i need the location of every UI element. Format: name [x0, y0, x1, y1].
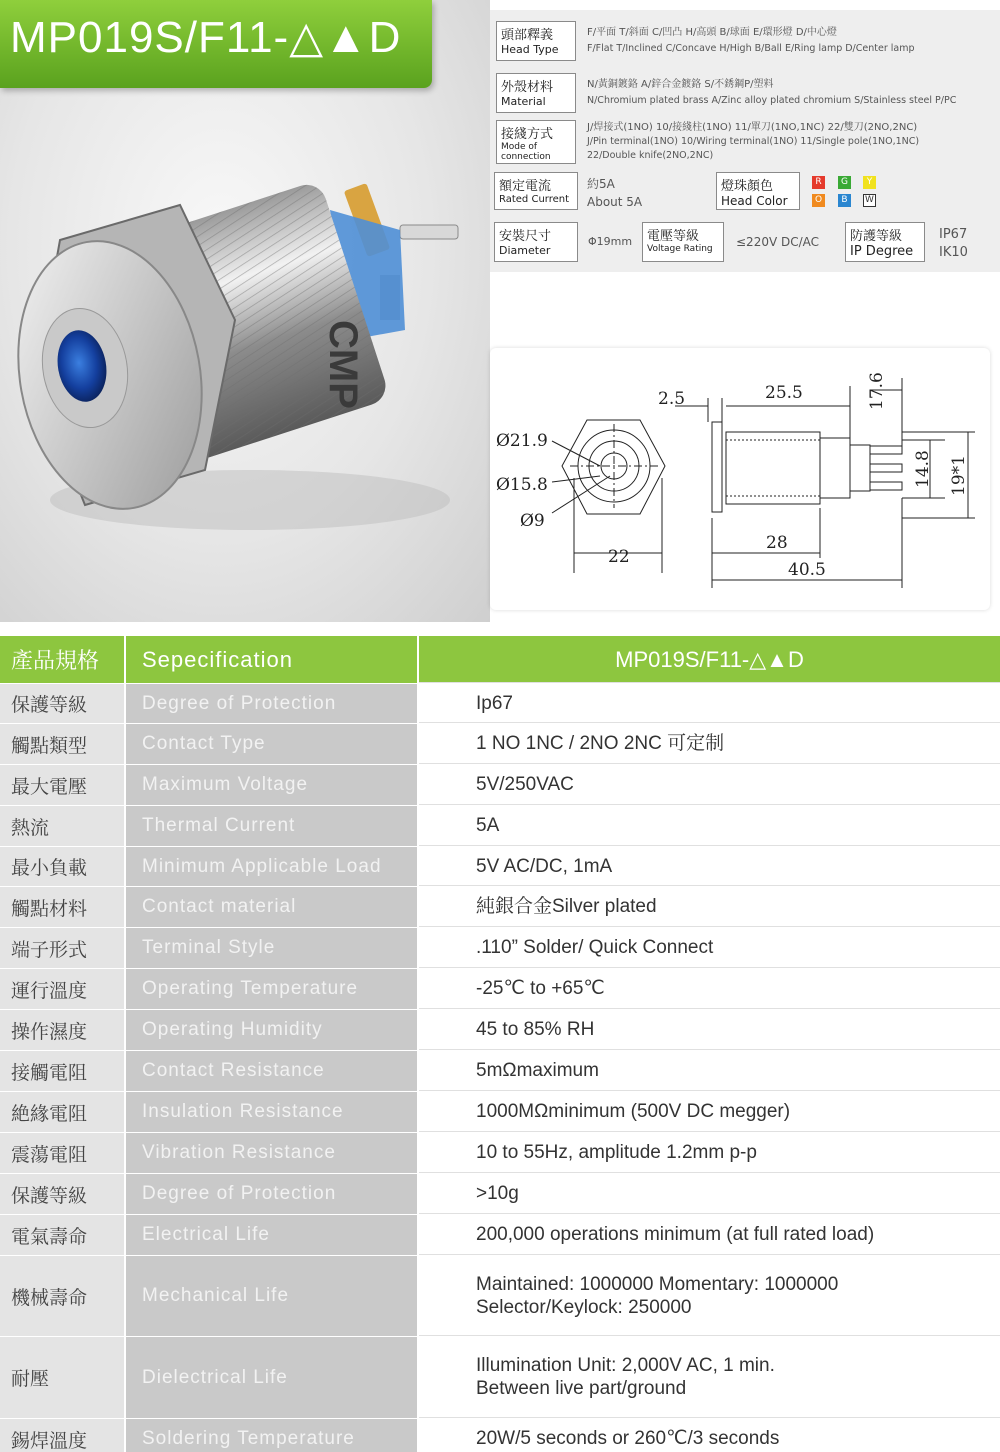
table-row: [0, 928, 1000, 968]
product-title: MP019S/F11-△▲D: [10, 13, 402, 62]
brand-mark: CMP: [321, 320, 365, 409]
color-swatch: G: [838, 176, 851, 189]
row-label-en: Contact Resistance: [126, 1051, 417, 1091]
rated-current-label: 額定電流 Rated Current: [494, 172, 578, 210]
row-label-cn: 接觸電阻: [0, 1051, 124, 1091]
dim-thread-diameter: 19*1: [949, 455, 969, 496]
color-swatch: B: [838, 194, 851, 207]
color-swatch: W: [863, 194, 876, 207]
rated-current-value-cn: 約5A: [587, 177, 615, 191]
row-label-en: Maximum Voltage: [126, 765, 417, 805]
row-label-cn: 保護等級: [0, 684, 124, 723]
head-type-options-cn: F/平面 T/斜面 C/凹凸 H/高頭 B/球面 E/環形燈 D/中心燈: [587, 27, 837, 38]
ik-value: IK10: [939, 245, 968, 260]
connection-options-en: J/Pin terminal(1NO) 10/Wiring terminal(1NO) 11/Single pole(1NO,1NC): [587, 136, 920, 147]
row-label-en: Soldering Temperature: [126, 1419, 417, 1452]
table-row: [0, 1215, 1000, 1255]
row-label-en: Contact Type: [126, 724, 417, 764]
color-swatch: R: [812, 176, 825, 189]
row-label-cn: 運行溫度: [0, 969, 124, 1009]
connection-label: 接綫方式 Mode of connection: [496, 120, 576, 164]
row-label-cn: 保護等級: [0, 1174, 124, 1214]
row-label-cn: 震蕩電阻: [0, 1133, 124, 1173]
row-label-en: Dielectrical Life: [126, 1337, 417, 1418]
table-row: [0, 847, 1000, 886]
connection-options-cn: J/焊接式(1NO) 10/接綫柱(1NO) 11/單刀(1NO,1NC) 22/雙刀(2NO,2NC): [587, 122, 918, 133]
head-color-label: 燈珠顏色 Head Color: [716, 172, 800, 210]
table-row: [0, 1092, 1000, 1132]
table-row: [0, 724, 1000, 764]
table-row: [0, 1051, 1000, 1091]
row-value: 10 to 55Hz, amplitude 1.2mm p-p: [419, 1133, 1000, 1173]
table-header-row: [0, 636, 1000, 683]
row-value: 45 to 85% RH: [419, 1010, 1000, 1050]
row-label-en: Contact material: [126, 887, 417, 927]
row-value: .110” Solder/ Quick Connect: [419, 928, 1000, 968]
table-row: [0, 806, 1000, 846]
rated-current-value-en: About 5A: [587, 195, 643, 209]
row-label-en: Terminal Style: [126, 928, 417, 968]
material-label: 外殼材料 Material: [496, 73, 576, 113]
row-value: 5V/250VAC: [419, 765, 1000, 805]
row-value: 200,000 operations minimum (at full rated load): [419, 1215, 1000, 1255]
table-row: [0, 1337, 1000, 1418]
dim-outer-diameter: Ø21.9: [496, 431, 548, 451]
row-value: [419, 1337, 1000, 1418]
color-swatch: O: [812, 194, 825, 207]
material-options-cn: N/黃銅鍍鉻 A/鋅合金鍍鉻 S/不銹鋼P/塑料: [587, 79, 774, 90]
table-row: [0, 1419, 1000, 1452]
row-label-cn: 耐壓: [0, 1337, 124, 1418]
row-value: 1000MΩminimum (500V DC megger): [419, 1092, 1000, 1132]
row-label-en: Degree of Protection: [126, 1174, 417, 1214]
row-value: Ip67: [419, 684, 1000, 723]
row-value-line: Selector/Keylock: 250000: [476, 1296, 692, 1318]
row-label-en: Thermal Current: [126, 806, 417, 846]
dim-pin-span: 14.8: [913, 450, 933, 488]
head-type-options-en: F/Flat T/Inclined C/Concave H/High B/Ball E/Ring lamp D/Center lamp: [587, 43, 915, 54]
row-value: 20W/5 seconds or 260℃/3 seconds: [419, 1419, 1000, 1452]
table-row: [0, 1010, 1000, 1050]
row-value: 5A: [419, 806, 1000, 846]
row-value-line: Illumination Unit: 2,000V AC, 1 min.: [476, 1355, 775, 1376]
row-label-cn: 熱流: [0, 806, 124, 846]
diameter-value: Φ19mm: [588, 235, 633, 248]
row-value: 1 NO 1NC / 2NO 2NC 可定制: [419, 724, 1000, 764]
header-cn: 產品規格: [0, 636, 124, 683]
table-row: [0, 765, 1000, 805]
row-label-cn: 機械壽命: [0, 1256, 124, 1336]
row-value-line: Between live part/ground: [476, 1378, 687, 1399]
row-label-en: Mechanical Life: [126, 1256, 417, 1336]
table-row: [0, 1174, 1000, 1214]
row-label-en: Insulation Resistance: [126, 1092, 417, 1132]
table-row: [0, 684, 1000, 723]
dim-top-height: 17.6: [867, 372, 887, 410]
row-label-en: Degree of Protection: [126, 684, 417, 723]
row-label-en: Electrical Life: [126, 1215, 417, 1255]
dim-inner-diameter: Ø9: [520, 511, 545, 531]
row-value: -25℃ to +65℃: [419, 969, 1000, 1009]
row-label-cn: 最大電壓: [0, 765, 124, 805]
table-row: [0, 887, 1000, 927]
row-value: [419, 1256, 1000, 1336]
model-code-legend: [490, 10, 1000, 272]
row-value: 5mΩmaximum: [419, 1051, 1000, 1091]
ip-degree-label: 防護等級 IP Degree: [845, 222, 925, 262]
dimension-drawing: [490, 348, 990, 610]
row-label-en: Vibration Resistance: [126, 1133, 417, 1173]
connection-options-en-2: 22/Double knife(2NO,2NC): [587, 150, 714, 161]
row-label-cn: 電氣壽命: [0, 1215, 124, 1255]
material-options-en: N/Chromium plated brass A/Zinc alloy plated chromium S/Stainless steel P/PC: [587, 95, 957, 106]
row-value: 5V AC/DC, 1mA: [419, 847, 1000, 886]
dim-total-length: 40.5: [788, 560, 826, 580]
row-label-en: Minimum Applicable Load: [126, 847, 417, 886]
header-model: MP019S/F11-△▲D: [419, 636, 1000, 683]
switch-illustration: [0, 0, 490, 622]
row-label-cn: 端子形式: [0, 928, 124, 968]
row-label-cn: 觸點材料: [0, 887, 124, 927]
table-row: [0, 969, 1000, 1009]
dim-hex-width: 22: [608, 547, 630, 567]
row-label-en: Operating Temperature: [126, 969, 417, 1009]
row-label-cn: 錫焊溫度: [0, 1419, 124, 1452]
row-value: 純銀合金Silver plated: [419, 887, 1000, 927]
row-label-en: Operating Humidity: [126, 1010, 417, 1050]
header-en: Sepecification: [126, 636, 417, 683]
table-row: [0, 1256, 1000, 1336]
dim-head-thickness: 2.5: [658, 389, 686, 409]
head-type-label: 頭部釋義 Head Type: [496, 21, 576, 61]
dim-thread-length: 28: [766, 533, 788, 553]
dim-mid-diameter: Ø15.8: [496, 475, 548, 495]
row-label-cn: 操作濕度: [0, 1010, 124, 1050]
color-swatch: Y: [863, 176, 876, 189]
row-label-cn: 最小負載: [0, 847, 124, 886]
row-label-cn: 絶緣電阻: [0, 1092, 124, 1132]
row-value: >10g: [419, 1174, 1000, 1214]
voltage-value: ≤220V DC/AC: [736, 235, 820, 249]
row-label-cn: 觸點類型: [0, 724, 124, 764]
voltage-label: 電壓等級 Voltage Rating: [642, 222, 724, 262]
product-photo: [0, 0, 490, 622]
dim-body-length: 25.5: [765, 383, 803, 403]
diameter-label: 安裝尺寸 Diameter: [494, 222, 578, 262]
title-banner: [0, 0, 432, 88]
ip-value: IP67: [939, 227, 968, 242]
table-row: [0, 1133, 1000, 1173]
row-value-line: Maintained: 1000000 Momentary: 1000000: [476, 1273, 839, 1295]
